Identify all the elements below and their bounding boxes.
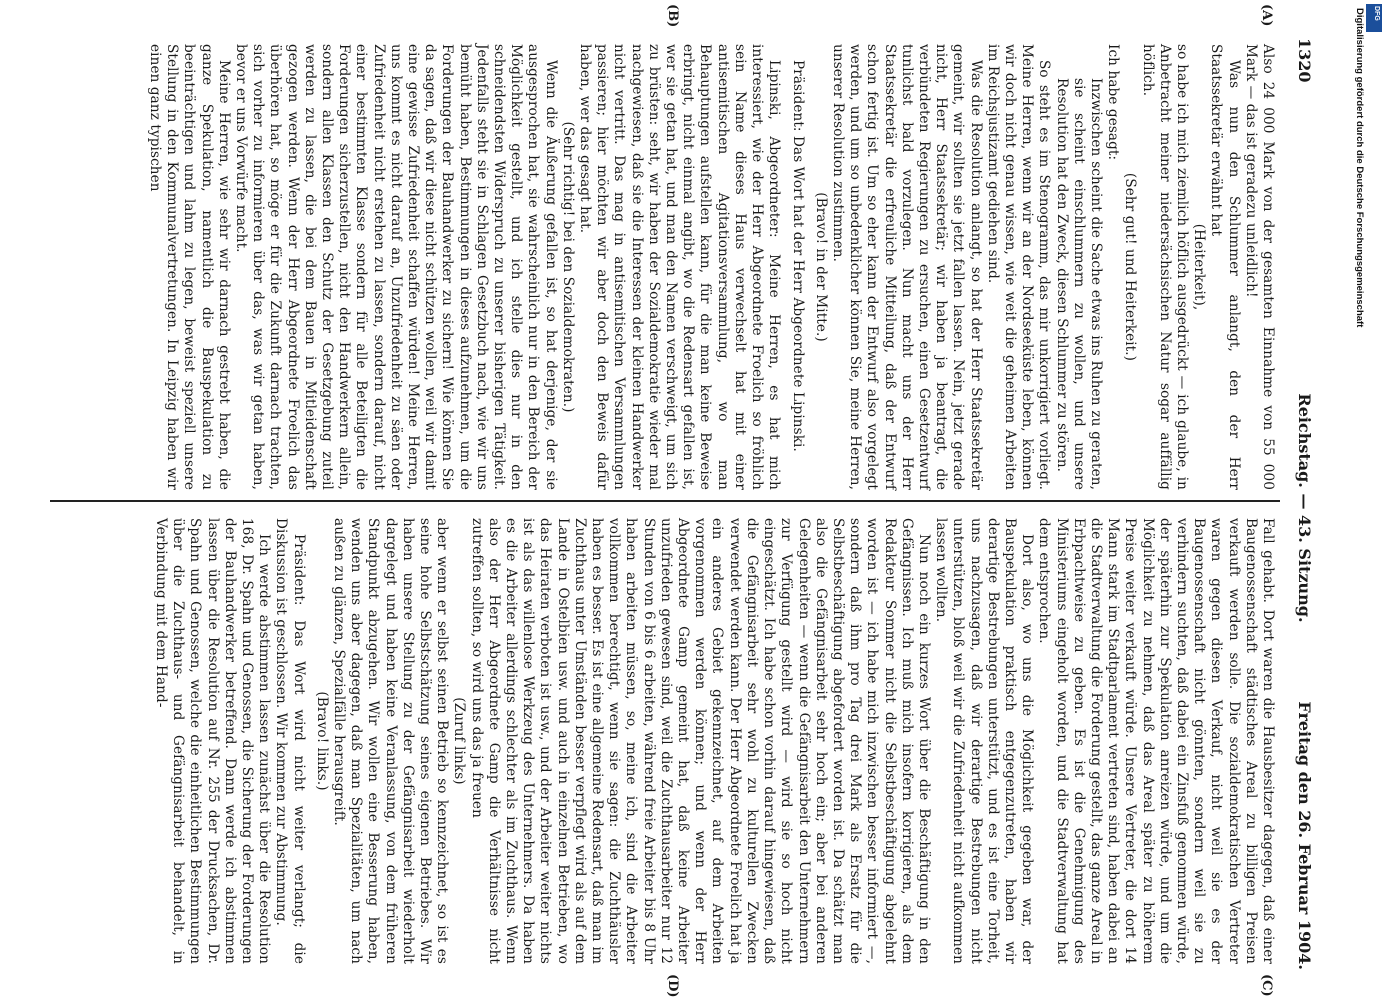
- interjection: (Bravo! links.): [313, 691, 330, 791]
- speaker-paragraph: Lipinski, Abgeordneter: Meine Herren, es hat mich interessiert, wie der Herr Abgeordnete Froelich so fröhlich sein Name dieses Haus verwechselt hat mit einer antisemitischen Agitationsversammlung, wo man Behauptungen aufstellen kann, für die man keine Beweise erbringt, nicht einmal angibt, wo die Redensart gefallen ist, wer sie getan hat, und man den Namen verschweigt, um sich zu brüsten: seht, wir haben der Sozialdemokratie wieder mal nachgewiesen, daß sie die Interessen der kleinen Handwerker nicht vertritt. Das mag in antisemitischen Versammlungen passieren; hier möchten wir aber doch den Beweis dafür haben, wer das gesagt hat.: [577, 44, 783, 490]
- paragraph: Wenn die Äußerung gefallen ist, so hat derjenige, der sie ausgesprochen hat, sie wahrscheinlich nur in den Bereich der Möglichkeit gestellt, und ich stelle dies nur in den schneidendsten Widerspruch zu unserer bisherigen Tätigkeit. Jedenfalls steht sie in Schlagen Gesetzbuch nach, wie wir uns bemüht haben, Bestimmungen in dieses aufzunehmen, um die Forderungen der Bauhandwerker zu sichern! Wie können Sie da sagen, daß wir diese nicht schützen wollen, weil wir damit eine gewisse Zufriedenheit schaffen würden! Meine Herren, uns kommt es nicht darauf an, Unzufriedenheit zu säen oder Zufriedenheit nicht erstehen zu lassen, sondern darauf, nicht einer bestimmten Klasse sondern für alle Beteiligten die Forderungen sicherzustellen, nicht den Handwerkern allein, sondern allen Klassen den Schutz der Gesetzgebung zuteil werden zu lassen, die bei dem Bauen in Mitleidenschaft gezogen werden. Wenn der Herr Abgeordnete Froelich das überhören hat, so möge er für die Zukunft darnach trachten, sich vorher zu informieren über das, was wir getan haben, bevor er uns Vorwürfe macht.: [233, 44, 559, 490]
- interjection: (Sehr richtig! bei den Sozialdemokraten.): [559, 121, 576, 413]
- dfg-logo: [1366, 4, 1382, 32]
- paragraph: Was nun den Schlummer anlangt, den der Herr Staatssekretär erwähnt hat: [1208, 44, 1242, 490]
- speaker-paragraph: Präsident: Das Wort wird nicht weiter verlangt; die Diskussion ist geschlossen. Wir kommen zur Abstimmung.: [273, 518, 307, 964]
- speaker-paragraph: Präsident: Das Wort hat der Herr Abgeordnete Lipinski.: [789, 60, 806, 452]
- margin-marker-b: (B): [665, 4, 680, 28]
- paragraph: Meine Herren, wie sehr wir darnach gestrebt haben, die ganze Spekulation, namentlich die Bauspekulation zu beeinträchtigen und lahm zu legen, beweist speziell unsere Stellung in den Kommunalvertretungen. In Leipzig haben wir einen ganz typischen: [147, 44, 232, 490]
- paragraph: Nun noch ein kurzes Wort über die Beschäftigung in den Gefängnissen. Ich muß mich insofern korrigieren, als dem Redakteur Sommer nicht die Selbstbeschäftigung abgelehnt worden ist — ich habe mich inzwischen besser informiert —, sondern daß ihm pro Tag drei Mark als Ersatz für die Selbstbeschäftigung abgefordert worden ist. Da schätzt man also die Gefängnisarbeit sehr hoch ein; aber bei anderen Gelegenheiten — wenn die Gefängnisarbeit den Unternehmern zur Verfügung gestellt wird — wird sie so hoch nicht eingeschätzt. Ich habe schon vorhin darauf hingewiesen, daß die Gefängnisarbeit sehr wohl zu kulturellen Zwecken verwendet werden kann. Der Herr Abgeordnete Froelich hat ja ein anderes Gebiet gekennzeichnet, auf dem Arbeiten vorgenommen werden können; und wenn der Herr Abgeordnete Gamp gemeint hat, daß keine Arbeiter unzufrieden gewesen sind, weil die Zuchthausarbeiter nur 12 Stunden von 6 bis 6 arbeiten, während freie Arbeiter bis 8 Uhr haben arbeiten müssen, so, meine ich, sind die Arbeiter vollkommen berechtigt, wenn sie sagen: die Zuchthäusler haben es besser. Es ist eine allgemeine Redensart, daß man im Zuchthaus unter Umständen besser verpflegt wird als auf dem Lande in Ostelbien usw. und auch in einzelnen Betrieben, wo das Heiraten verboten ist usw., und der Arbeiter weiter nichts ist als das willenlose Werkzeug des Unternehmers. Da haben es die Arbeiter allerdings schlechter als im Zuchthaus. Wenn also der Herr Abgeordnete Gamp die Verhältnisse nicht zutreffen sollten, so wird uns das ja freuen: [468, 518, 932, 964]
- interjection: (Bravo! in der Mitte.): [812, 192, 829, 342]
- left-column: [146, 44, 1276, 490]
- interjection: (Zuruf links): [451, 697, 468, 785]
- page-header: [1284, 38, 1320, 978]
- interjection: (Heiterkeit),: [1191, 223, 1208, 311]
- paragraph: Ich werde abstimmen lassen zunächst über die Resolution 168, Dr. Spahn und Genossen, die Sicherung der Forderungen der Bauhandwerker betreffend. Dann werde ich abstimmen lassen über die Resolution auf Nr. 255 der Drucksachen, Dr. Spahn und Genossen, welche die einheitlichen Bestimmungen über die Zuchthaus- und Gefängnisarbeit behandelt, in Verbindung mit dem Hand-: [153, 518, 273, 964]
- session-title: Reichstag. — 43. Sitzung.: [1295, 393, 1314, 623]
- paragraph: Also 24 000 Mark von der gesamten Einnahme von 55 000 Mark — das ist geradezu unleidlich!: [1242, 44, 1276, 490]
- paragraph: Was die Resolution anlangt, so hat der Herr Staatssekretär gemeint, wir sollten sie jetzt fallen lassen. Nein, jetzt gerade nicht, Herr Staatssekretär; wir haben ja beantragt, die verbündeten Regierungen zu ersuchen, einen Gesetzentwurf tunlichst bald vorzulegen. Nun macht uns der Herr Staatssekretär die erfreuliche Mitteilung, daß der Entwurf schon fertig ist. Um so eher kann der Entwurf also vorgelegt werden, und um so unbedenklicher können Sie, meine Herren, unserer Resolution zustimmen.: [829, 44, 984, 490]
- interjection: (Sehr gut! und Heiterkeit.): [1122, 172, 1139, 362]
- paragraph: So steht es im Stenogramm, das mir unkorrigiert vorliegt. Meine Herren, wenn wir an der Nordseeküste leben, können wir doch nicht genau wissen, wie weit die geheimen Arbeiten im Reichsjustizamt gediehen sind.: [984, 44, 1053, 490]
- quotation: Inzwischen scheint die Sache etwas ins Ruhen zu geraten, sie scheint einschlummern zu wollen, und unsere Resolution hat den Zweck, diesen Schlummer zu stören.: [1053, 78, 1104, 490]
- column-divider: [50, 500, 1280, 502]
- margin-marker-a: (A): [1259, 4, 1274, 27]
- margin-marker-d: (D): [665, 974, 680, 998]
- paragraph: aber wenn er selbst seinen Betrieb so kennzeichnet, so ist es seine hohe Selbstschätzung seines eigenen Betriebes. Wir haben unsere Stellung zu der Gefängnisarbeit wiederholt dargelegt und haben keine Veranlassung, von dem früheren Standpunkt abzugehen. Wir wollen eine Besserung haben, wenden uns aber dagegen, daß man Spezialitäten, um nach außen zu glänzen, Spezialfälle herausgreift.: [331, 518, 451, 964]
- session-date: Freitag den 26. Februar 1904.: [1295, 701, 1314, 970]
- digitization-credit: Digitalisierung gefördert durch die Deutsche Forschungsgemeinschaft: [1354, 8, 1365, 328]
- page-number: 1320: [1295, 38, 1314, 83]
- paragraph: so habe ich mich ziemlich höflich ausgedrückt — ich glaube, in Anbetracht meiner niedersächsischen Natur sogar auffällig höflich.: [1139, 44, 1190, 490]
- paragraph: Dort also, wo uns die Möglichkeit gegeben war, der Bauspekulation praktisch entgegenzutreten, haben wir derartige Bestrebungen unterstützt, und es ist eine Torheit, uns nachzusagen, daß wir derartige Bestrebungen nicht unterstützen, bloß weil wir die Zufriedenheit nicht aufkommen lassen wollten.: [933, 518, 1036, 964]
- dfg-logo-text: DFG: [1373, 6, 1380, 21]
- margin-marker-c: (C): [1259, 974, 1274, 997]
- document-page: [40, 4, 1320, 998]
- paragraph: Ich habe gesagt:: [1105, 44, 1122, 161]
- paragraph: Fall gehabt. Dort waren die Hausbesitzer dagegen, daß einer Baugenossenschaft städtisches Areal zu billigen Preisen verkauft werden solle. Die sozialdemokratischen Vertreter waren gegen diesen Verkauf, nicht weil sie es der Baugenossenschaft nicht gönnten, sondern weil sie zu verhindern suchten, daß dabei ein Zinsfuß genommen würde, der späterhin zur Spekulation anreizen würde, und um die Möglichkeit zu nehmen, daß das Areal später zu höherem Preise weiter verkauft würde. Unsere Vertreter, die dort 14 Mann stark im Stadtparlament vertreten sind, haben dabei an die Stadtverwaltung die Forderung gestellt, das ganze Areal in Erbpachtweise zu geben. Es ist die Genehmigung des Ministeriums eingeholt worden, und die Stadtverwaltung hat dem entsprochen.: [1036, 518, 1276, 964]
- right-column: [152, 518, 1276, 964]
